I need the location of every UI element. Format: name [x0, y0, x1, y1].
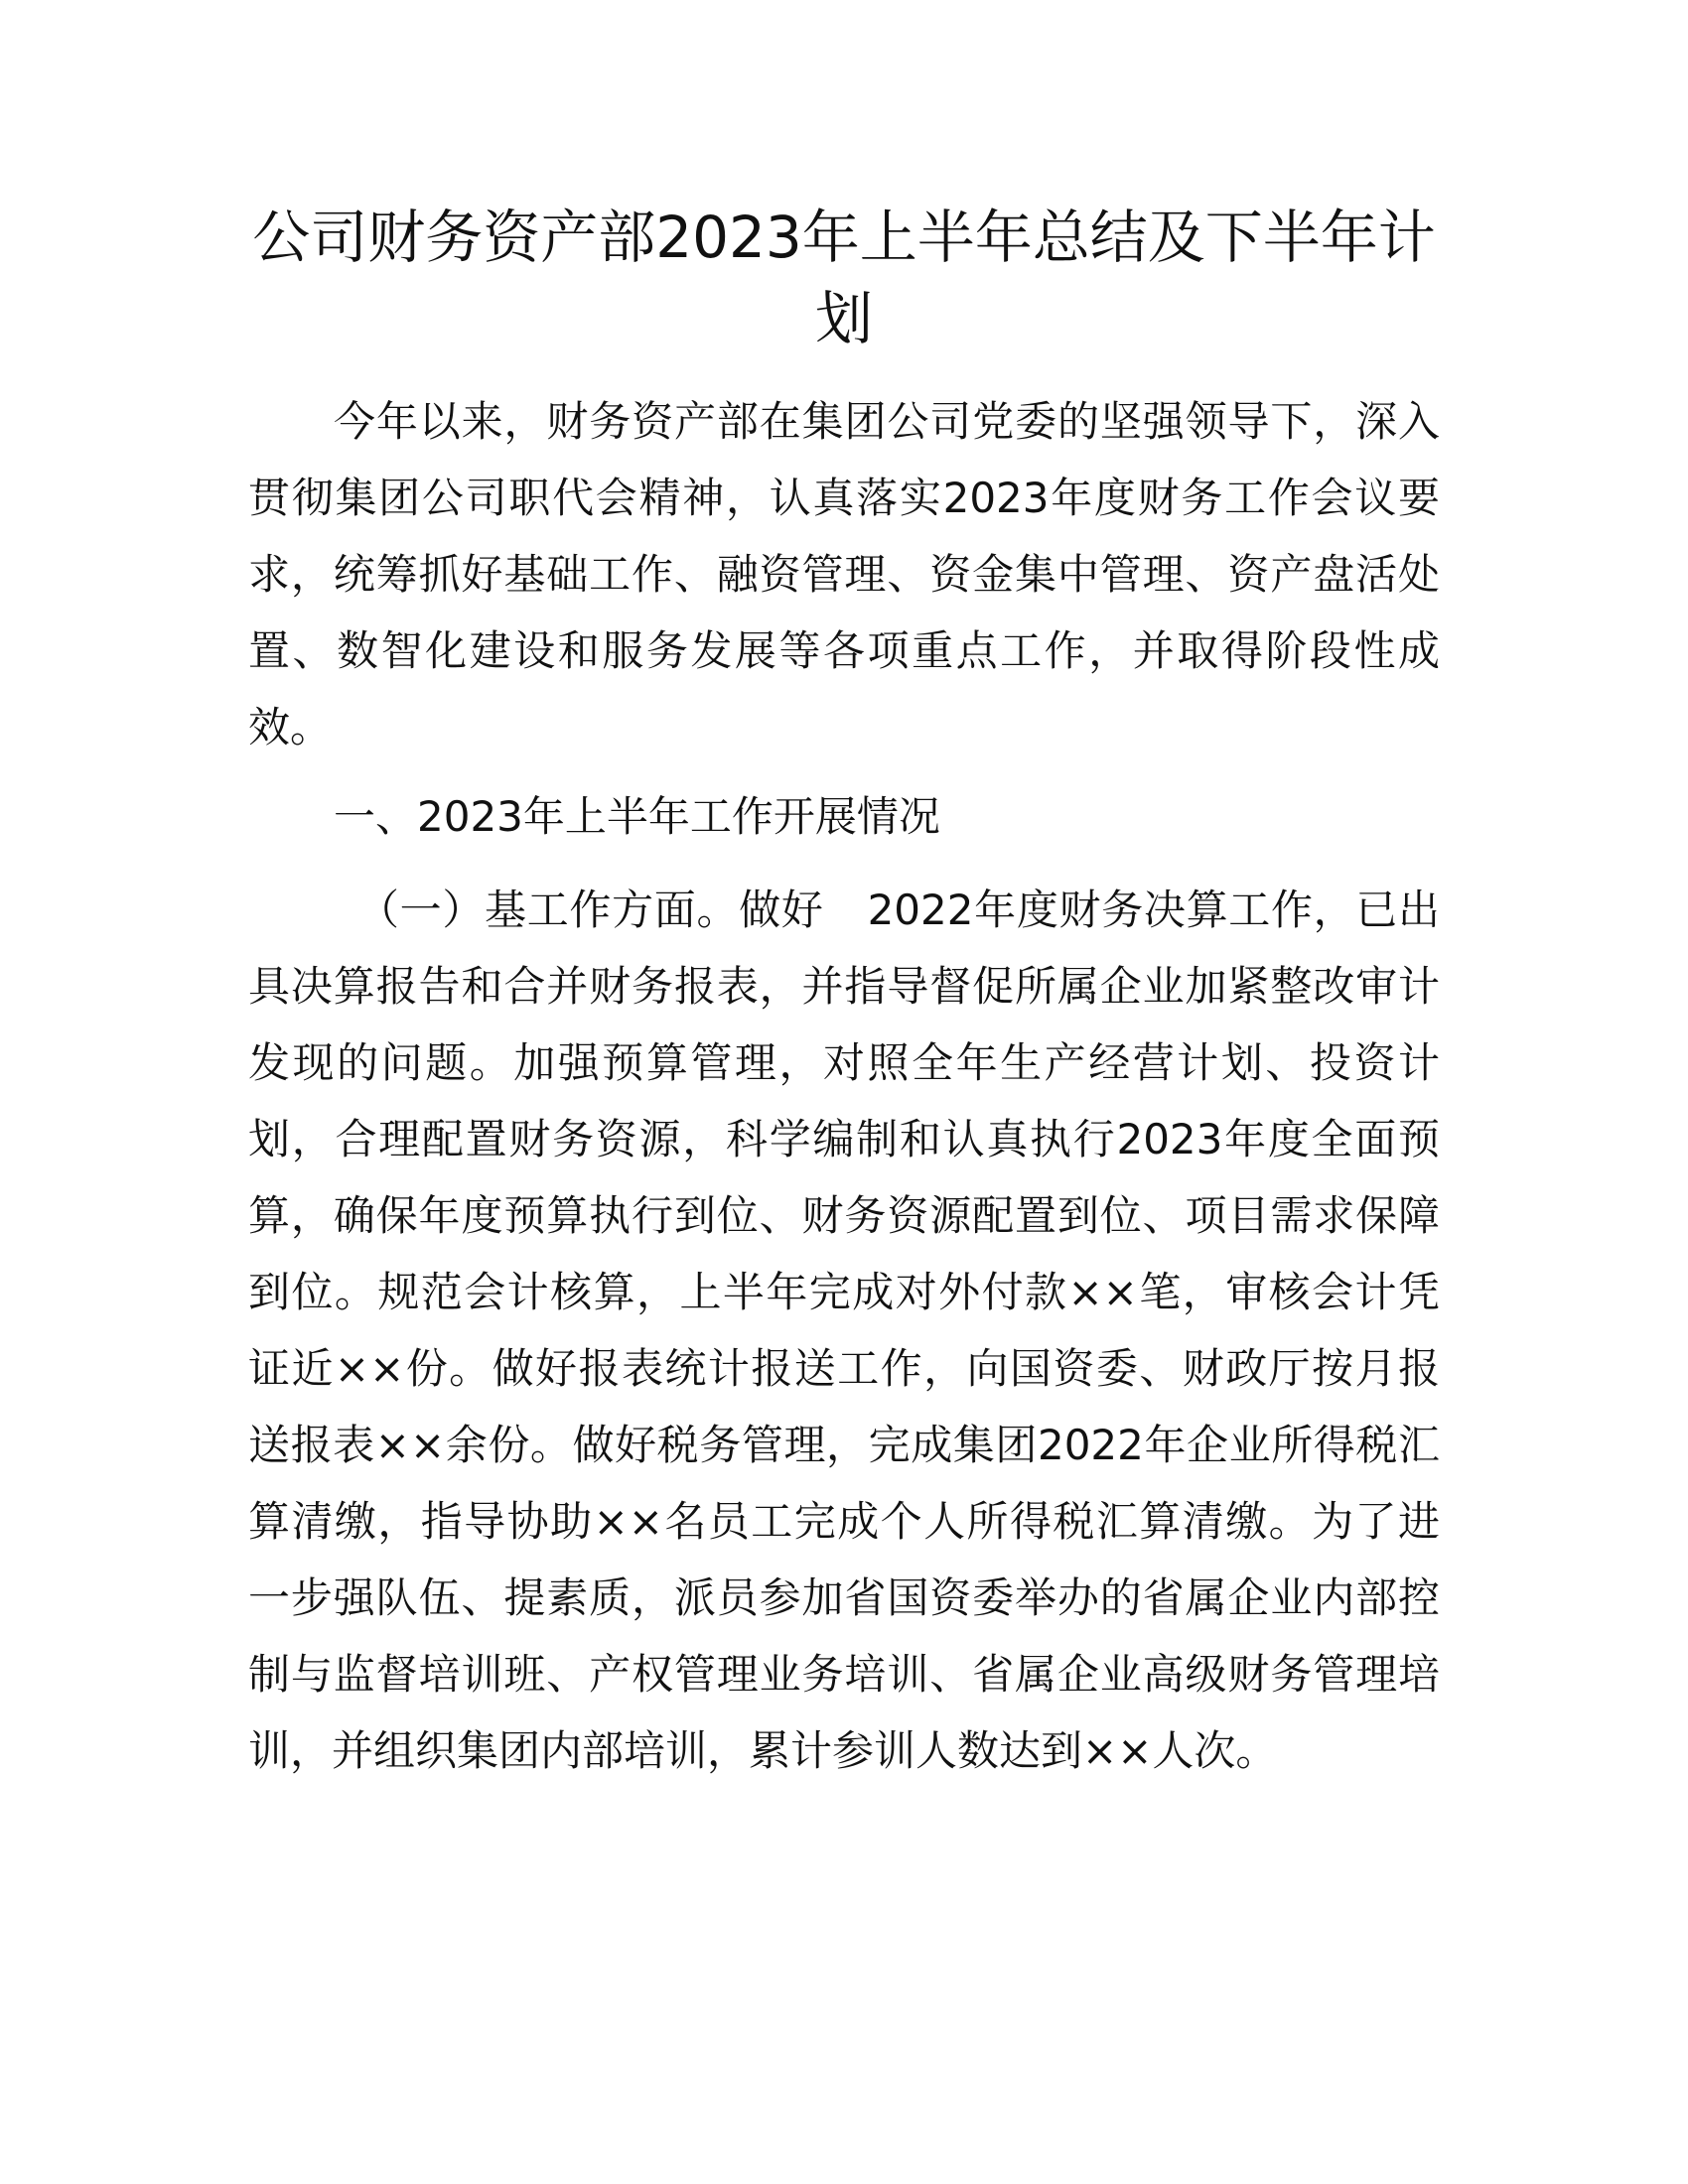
subsection-1-body: 2022年度财务决算工作，已出具决算报告和合并财务报表，并指导督促所属企业加紧整改审计发现的问题。加强预算管理，对照全年生产经营计划、投资计划，合理配置财务资源，科学编制和认真执行2023年度全面预算，确保年度预算执行到位、财务资源配置到位、项目需求保障到位。规范会计核算，上半年完成对外付款××笔，审核会计凭证近××份。做好报表统计报送工作，向国资委、财政厅按月报送报表××余份。做好税务管理，完成集团2022年企业所得税汇算清缴，指导协助××名员工完成个人所得税汇算清缴。为了进一步强队伍、提素质，派员参加省国资委举办的省属企业内部控制与监督培训班、产权管理业务培训、省属企业高级财务管理培训，并组织集团内部培训，累计参训人数达到××人次。 — [248, 886, 1440, 1775]
subsection-1-paragraph — [248, 872, 1440, 1789]
section-heading: 一、2023年上半年工作开展情况 — [334, 792, 940, 841]
intro-paragraph: 今年以来，财务资产部在集团公司党委的坚强领导下，深入贯彻集团公司职代会精神，认真落实2023年度财务工作会议要求，统筹抓好基础工作、融资管理、资金集中管理、资产盘活处置、数智化建设和服务发展等各项重点工作，并取得阶段性成效。 — [248, 397, 1440, 751]
document-title: 公司财务资产部2023年上半年总结及下半年计划 — [252, 204, 1436, 352]
subsection-1-lead: （一）基工作方面。做好 — [357, 886, 824, 934]
